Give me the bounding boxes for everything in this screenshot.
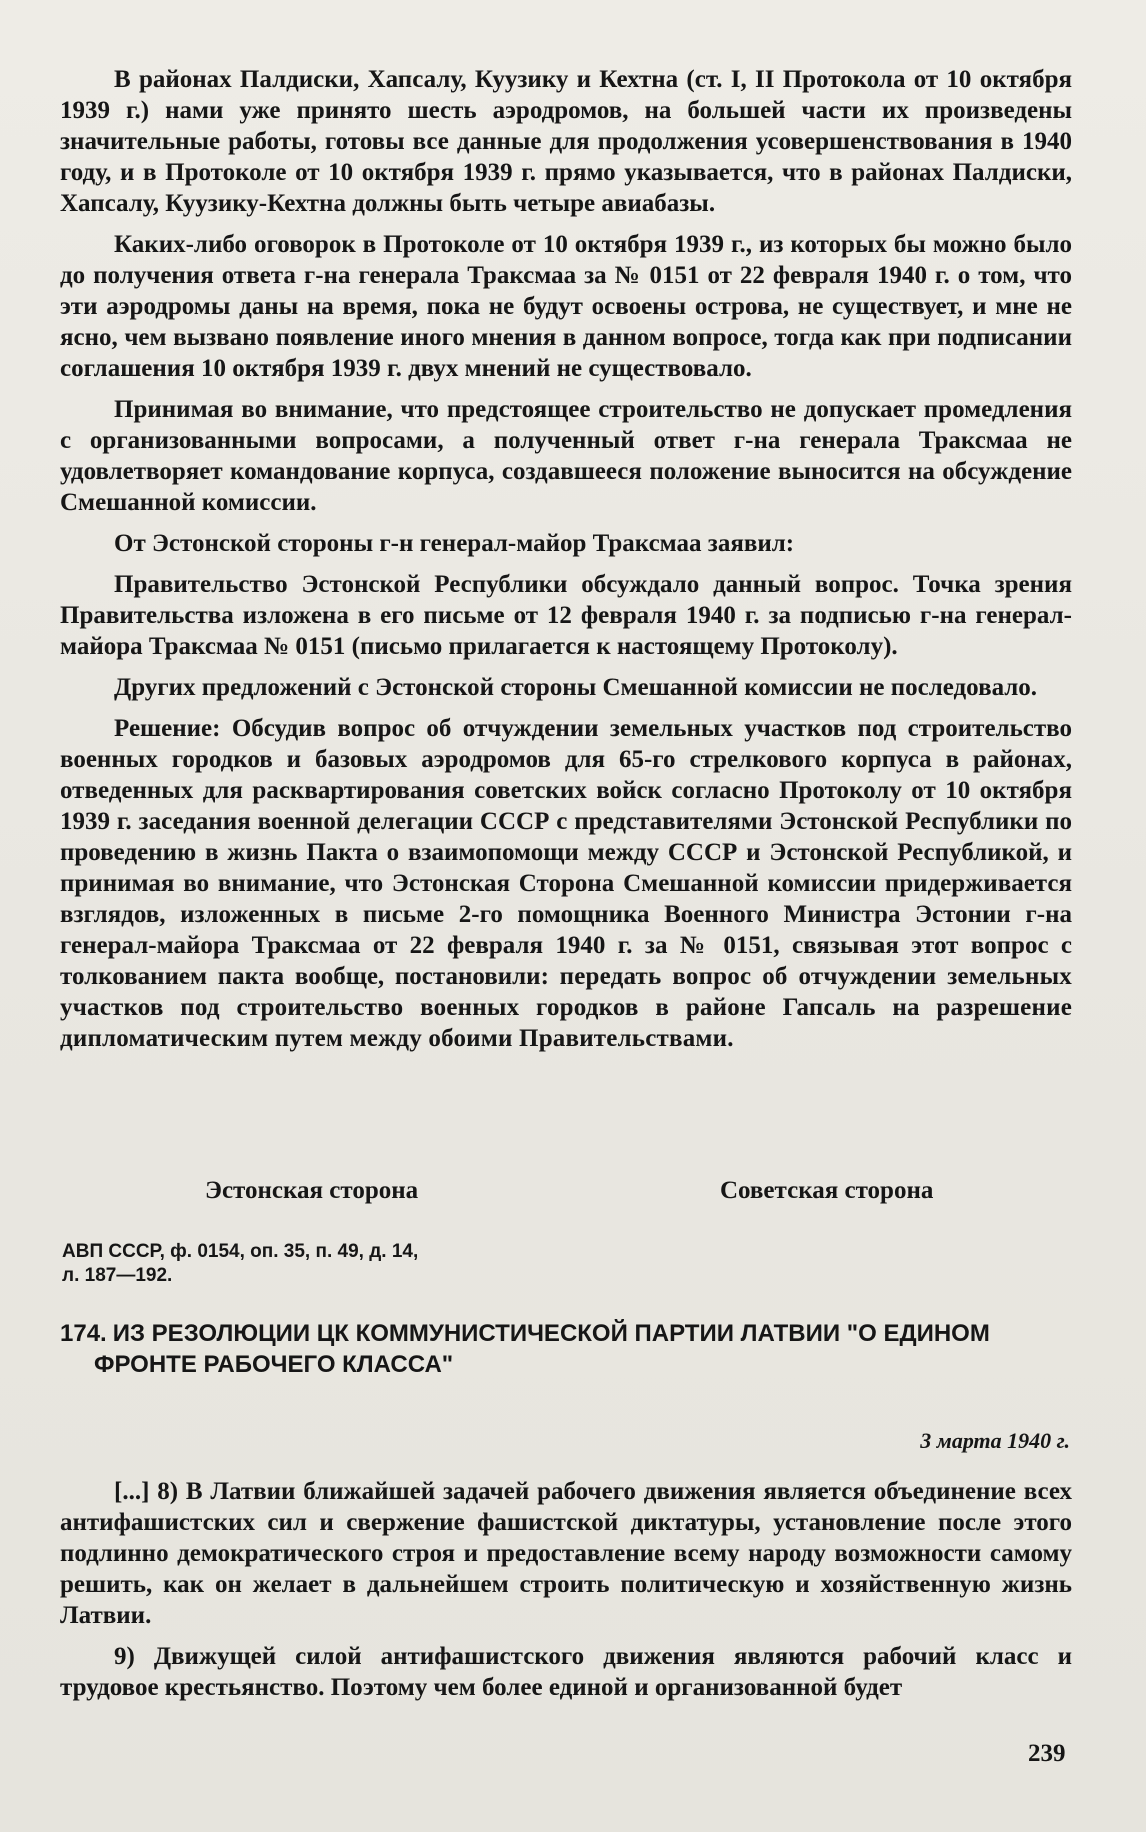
document-heading [60, 1318, 1080, 1380]
paragraph-point-8: [...] 8) В Латвии ближайшей задачей рабочего движения является объединение всех антифашистских сил и свержение фашистской диктатуры, установление после этого подлинно демократического строя и предоставление всему народу возможности самому решить, как он желает в дальнейшем строить политическую и хозяйственную жизнь Латвии. [60, 1478, 1072, 1629]
paragraph-construction: Принимая во внимание, что предстоящее строительство не допускает промедления с организованными вопросами, а полученный ответ г-на генерала Траксмаа не удовлетворяет командование корпуса, создавшееся положение выносится на обсуждение Смешанной комиссии. [60, 396, 1072, 516]
document-date: 3 марта 1940 г. [920, 1428, 1070, 1453]
document-number: 174. [60, 1320, 107, 1347]
archive-reference-line2: л. 187—192. [62, 1265, 173, 1286]
paragraph-reservations: Каких-либо оговорок в Протоколе от 10 октября 1939 г., из которых бы можно было до получения ответа г-на генерала Траксмаа за № 0151 от 22 февраля 1940 г. о том, что эти аэродромы даны на время, пока не будут освоены острова, не существует, и мне не ясно, чем вызвано появление иного мнения в данном вопросе, тогда как при подписании соглашения 10 октября 1939 г. двух мнений не существовало. [60, 231, 1072, 382]
document-title-line2: ФРОНТЕ РАБОЧЕГО КЛАССА" [94, 1351, 454, 1378]
paragraph-estonian-statement: От Эстонской стороны г-н генерал-майор Траксмаа заявил: [114, 530, 795, 557]
paragraph-no-proposals: Других предложений с Эстонской стороны Смешанной комиссии не последовало. [114, 674, 1038, 701]
body-text-bottom [60, 1476, 1072, 1713]
signature-estonian-side: Эстонская сторона [205, 1177, 419, 1204]
document-title-line1: ИЗ РЕЗОЛЮЦИИ ЦК КОММУНИСТИЧЕСКОЙ ПАРТИИ ЛАТВИИ "О ЕДИНОМ [112, 1320, 990, 1347]
archive-reference [62, 1240, 418, 1288]
body-text-top [60, 64, 1072, 1064]
decision-text: Решение: Обсудив вопрос об отчуждении земельных участков под строительство военных городков и базовых аэродромов для 65-го стрелкового корпуса в районах, отведенных для расквартирования советских войск согласно Протоколу от 10 октября 1939 г. заседания военной делегации СССР с представителями Эстонской Республики по проведению в жизнь Пакта о взаимопомощи между СССР и Эстонской Республикой, и принимая во внимание, что Эстонская Сторона Смешанной комиссии придерживается взглядов, изложенных в письме 2-го помощника Военного Министра Эстонии г-на генерал-майора Траксмаа от 22 февраля 1940 г. за № 0151, связывая этот вопрос с толкованием пакта вообще, постановили: [60, 715, 1072, 990]
archive-reference-line1: АВП СССР, ф. 0154, оп. 35, п. 49, д. 14, [62, 1241, 419, 1262]
paragraph-point-9: 9) Движущей силой антифашистского движения являются рабочий класс и трудовое крестьянство. Поэтому чем более единой и организованной будет [60, 1643, 1072, 1701]
paragraph-airfields: В районах Палдиски, Хапсалу, Куузику и Кехтна (ст. I, II Протокола от 10 октября 1939 г.) нами уже принято шесть аэродромов, на большей части их произведены значительные работы, готовы все данные для продолжения усовершенствования в 1940 году, и в Протоколе от 10 октября 1939 г. прямо указывается, что в районах Палдиски, Хапсалу, Куузику-Кехтна должны быть четыре авиабазы. [60, 66, 1072, 217]
page-number: 239 [1028, 1740, 1066, 1767]
signature-soviet-side: Советская сторона [720, 1177, 934, 1204]
decision-emphasis: передать вопрос об отчуждении земельных участков под строительство военных городков в районе Гапсаль на разрешение дипломатическим путем между обоими Правительствами. [60, 963, 1072, 1052]
paragraph-decision [60, 713, 1072, 1054]
paragraph-government-position: Правительство Эстонской Республики обсуждало данный вопрос. Точка зрения Правительства изложена в его письме от 12 февраля 1940 г. за подписью г-на генерал-майора Траксмаа № 0151 (письмо прилагается к настоящему Протоколу). [60, 571, 1072, 660]
